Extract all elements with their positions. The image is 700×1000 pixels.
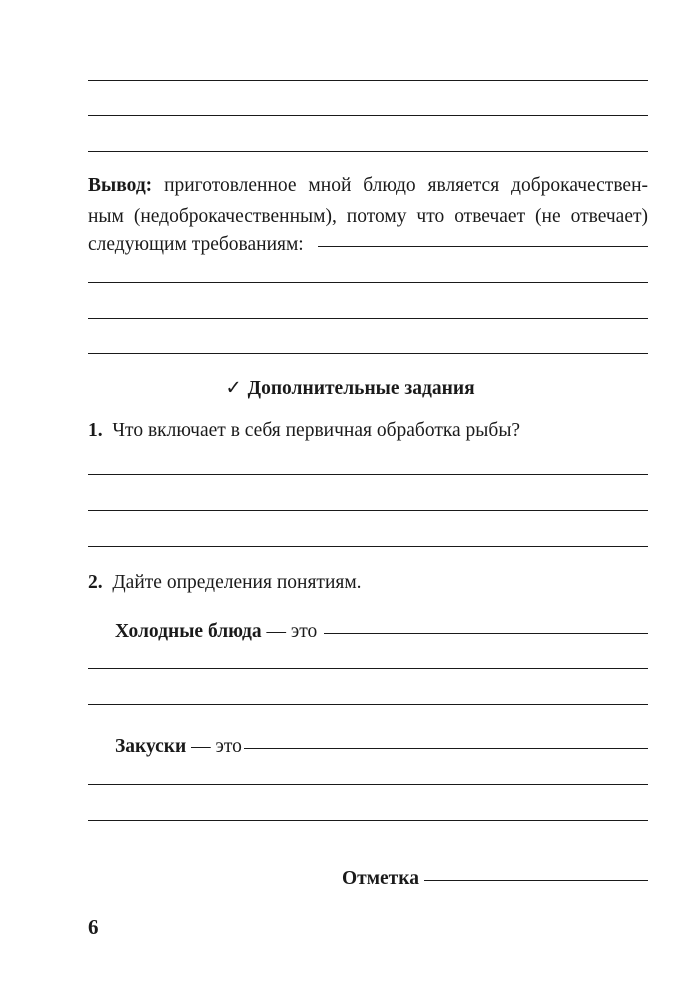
- grade-label: Отметка: [342, 868, 419, 889]
- answer-line[interactable]: [88, 151, 648, 152]
- task-1: [88, 415, 520, 446]
- requirements-answer-line[interactable]: [318, 246, 648, 247]
- answer-line[interactable]: [88, 510, 648, 511]
- term-appetizers: [115, 731, 242, 762]
- answer-line[interactable]: [88, 282, 648, 283]
- conclusion-line-2: ным (недоброкачественным), потому что отвечает (не отвечает): [88, 206, 648, 227]
- answer-line[interactable]: [88, 80, 648, 81]
- task-1-text: Что включает в себя первичная обработка рыбы?: [112, 420, 521, 441]
- conclusion-line-3: следующим требованиям:: [88, 234, 304, 255]
- task-2: [88, 567, 362, 598]
- answer-line[interactable]: [88, 115, 648, 116]
- answer-line[interactable]: [88, 784, 648, 785]
- term-appetizers-suffix: — это: [186, 736, 242, 757]
- conclusion-paragraph: [88, 170, 648, 232]
- checkmark-icon: ✓: [225, 378, 242, 399]
- conclusion-label: Вывод:: [88, 175, 153, 196]
- conclusion-text-1: приготовленное мной блюдо является доброкачествен-: [164, 175, 648, 196]
- conclusion-line-1: [88, 170, 648, 201]
- answer-line[interactable]: [88, 704, 648, 705]
- task-1-number: 1.: [88, 420, 103, 441]
- term-cold-dishes-label: Холодные блюда: [115, 621, 262, 642]
- term-cold-dishes: [115, 616, 317, 647]
- term-appetizers-label: Закуски: [115, 736, 187, 757]
- section-title-text: Дополнительные задания: [247, 378, 475, 399]
- section-title: [0, 373, 700, 404]
- task-2-text: Дайте определения понятиям.: [112, 572, 362, 593]
- answer-line[interactable]: [88, 318, 648, 319]
- answer-line[interactable]: [88, 546, 648, 547]
- task-2-number: 2.: [88, 572, 103, 593]
- answer-line[interactable]: [88, 820, 648, 821]
- answer-line[interactable]: [88, 353, 648, 354]
- appetizers-answer-line[interactable]: [244, 748, 648, 749]
- term-cold-dishes-suffix: — это: [261, 621, 318, 642]
- answer-line[interactable]: [88, 474, 648, 475]
- cold-dishes-answer-line[interactable]: [324, 633, 648, 634]
- grade-answer-line[interactable]: [424, 880, 648, 881]
- page-number: 6: [88, 915, 99, 939]
- answer-line[interactable]: [88, 668, 648, 669]
